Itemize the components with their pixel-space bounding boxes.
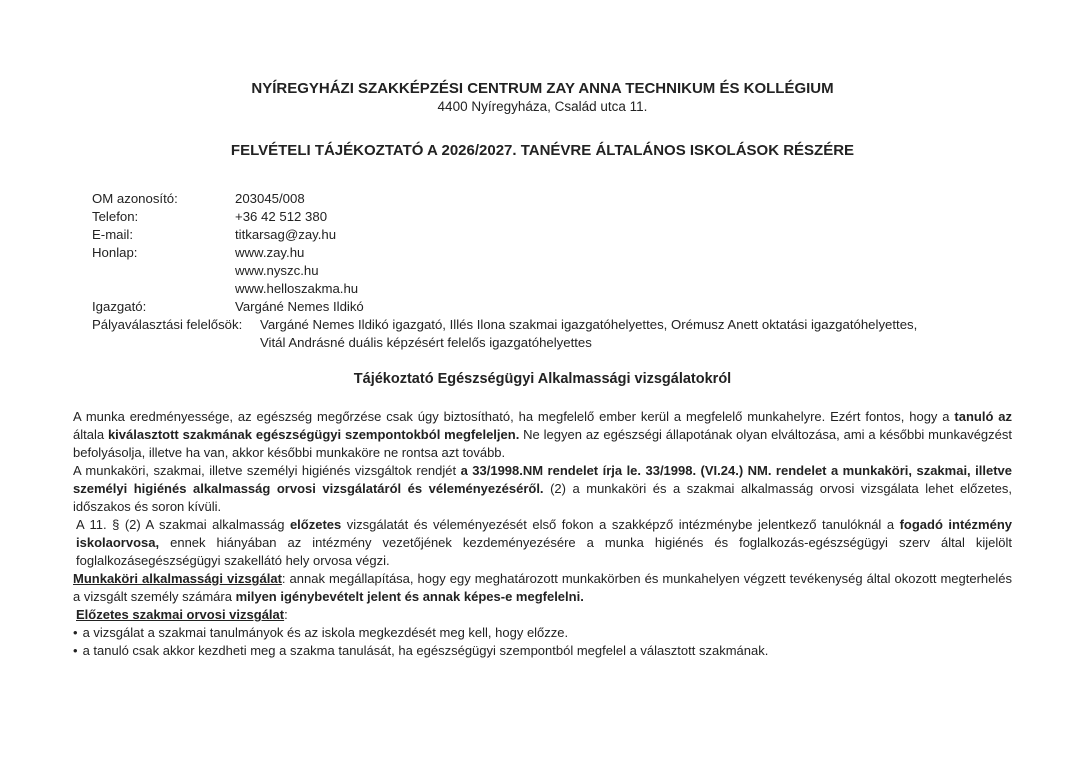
principal-value: Vargáné Nemes Ildikó <box>235 299 364 314</box>
contact-row-om <box>73 190 1012 208</box>
contact-row-phone <box>73 208 1012 226</box>
bullet-text-1: a vizsgálat a szakmai tanulmányok és az iskola megkezdését meg kell, hogy előzze. <box>82 625 569 640</box>
career-officers-value-1: Vargáné Nemes Ildikó igazgató, Illés Ilona szakmai igazgatóhelyettes, Orémusz Anett oktatási igazgatóhelyettes, <box>260 317 918 332</box>
contact-row-principal <box>73 298 1012 316</box>
body-text <box>73 408 1012 660</box>
heading-preliminary-exam: Előzetes szakmai orvosi vizsgálat: <box>76 607 288 622</box>
school-address: 4400 Nyíregyháza, Család utca 11. <box>437 99 648 114</box>
om-id-value: 203045/008 <box>235 191 305 206</box>
paragraph-work-effectiveness: A munka eredményessége, az egészség megőrzése csak úgy biztosítható, ha megfelelő ember kerül a megfelelő munkahelyre. Ezért fontos, hogy a tanuló az általa kiválasztott szakmának egészségügyi szempontokból megfeleljen. Ne legyen az egészségi állapotának olyan elváltozása, ami a későbbi munkavégzést befolyásolja, illetve ha van, akkor későbbi munkaköre ne rontsa azt tovább. <box>73 409 1012 460</box>
career-officers-value-2: Vitál Andrásné duális képzésért felelős igazgatóhelyettes <box>260 335 592 350</box>
contact-label <box>92 334 260 352</box>
contact-label: Igazgató: <box>92 299 147 314</box>
bullet-icon: • <box>73 643 78 658</box>
website-value-3: www.helloszakma.hu <box>235 281 359 296</box>
contact-info-block <box>73 190 1012 352</box>
phone-value: +36 42 512 380 <box>235 209 328 224</box>
contact-row-website <box>73 244 1012 262</box>
contact-row-email <box>73 226 1012 244</box>
contact-label: E-mail: <box>92 227 134 242</box>
website-value-1: www.zay.hu <box>235 245 305 260</box>
bullet-icon: • <box>73 625 78 640</box>
contact-label: Telefon: <box>92 209 139 224</box>
contact-label: Pályaválasztási felelősök: <box>92 317 243 332</box>
paragraph-job-aptitude: Munkaköri alkalmassági vizsgálat: annak megállapítása, hogy egy meghatározott munkakörben és munkahelyen végzett tevékenység által okozott megterhelés a vizsgált személy számára milyen igénybevételt jelent és annak képes-e megfelelni. <box>73 571 1012 604</box>
website-value-2: www.nyszc.hu <box>235 263 319 278</box>
contact-row-career-officers-2 <box>73 334 1012 352</box>
contact-row-career-officers <box>73 316 1012 334</box>
paragraph-article-11: A 11. § (2) A szakmai alkalmasság előzetes vizsgálatát és véleményezését első fokon a szakképző intézménybe jelentkező tanulóknál a fogadó intézmény iskolaorvosa, ennek hiányában az intézmény vezetőjének kezdeményezésére a munka higiénés és foglalkozás-egészségügyi szerv által kijelölt foglalkozásegészségügyi szakellátó hely orvosa végzi. <box>76 517 1012 568</box>
paragraph-decree: A munkaköri, szakmai, illetve személyi higiénés vizsgáltok rendjét a 33/1998.NM rendelet írja le. 33/1998. (VI.24.) NM. rendelet a munkaköri, szakmai, illetve személyi higiénés alkalmasság orvosi vizsgálatáról és véleményezéséről. (2) a munkaköri és a szakmai alkalmasság orvosi vizsgálata lehet előzetes, időszakos és soron kívüli. <box>73 463 1013 514</box>
contact-label <box>92 280 235 298</box>
bullet-item-2 <box>73 642 1012 660</box>
contact-row-website-3 <box>73 280 1012 298</box>
contact-label: OM azonosító: <box>92 191 178 206</box>
document-title: FELVÉTELI TÁJÉKOZTATÓ A 2026/2027. TANÉVRE ÁLTALÁNOS ISKOLÁSOK RÉSZÉRE <box>230 142 855 159</box>
bullet-text-2: a tanuló csak akkor kezdheti meg a szakma tanulását, ha egészségügyi szempontból megfelel a választott szakmának. <box>82 643 769 658</box>
contact-row-website-2 <box>73 262 1012 280</box>
bullet-item-1 <box>73 624 1012 642</box>
email-value: titkarsag@zay.hu <box>235 227 337 242</box>
section-title: Tájékoztató Egészségügyi Alkalmassági vizsgálatokról <box>353 371 732 387</box>
school-name-title: NYÍREGYHÁZI SZAKKÉPZÉSI CENTRUM ZAY ANNA TECHNIKUM ÉS KOLLÉGIUM <box>251 80 834 97</box>
contact-label: Honlap: <box>92 245 138 260</box>
contact-label <box>92 262 235 280</box>
